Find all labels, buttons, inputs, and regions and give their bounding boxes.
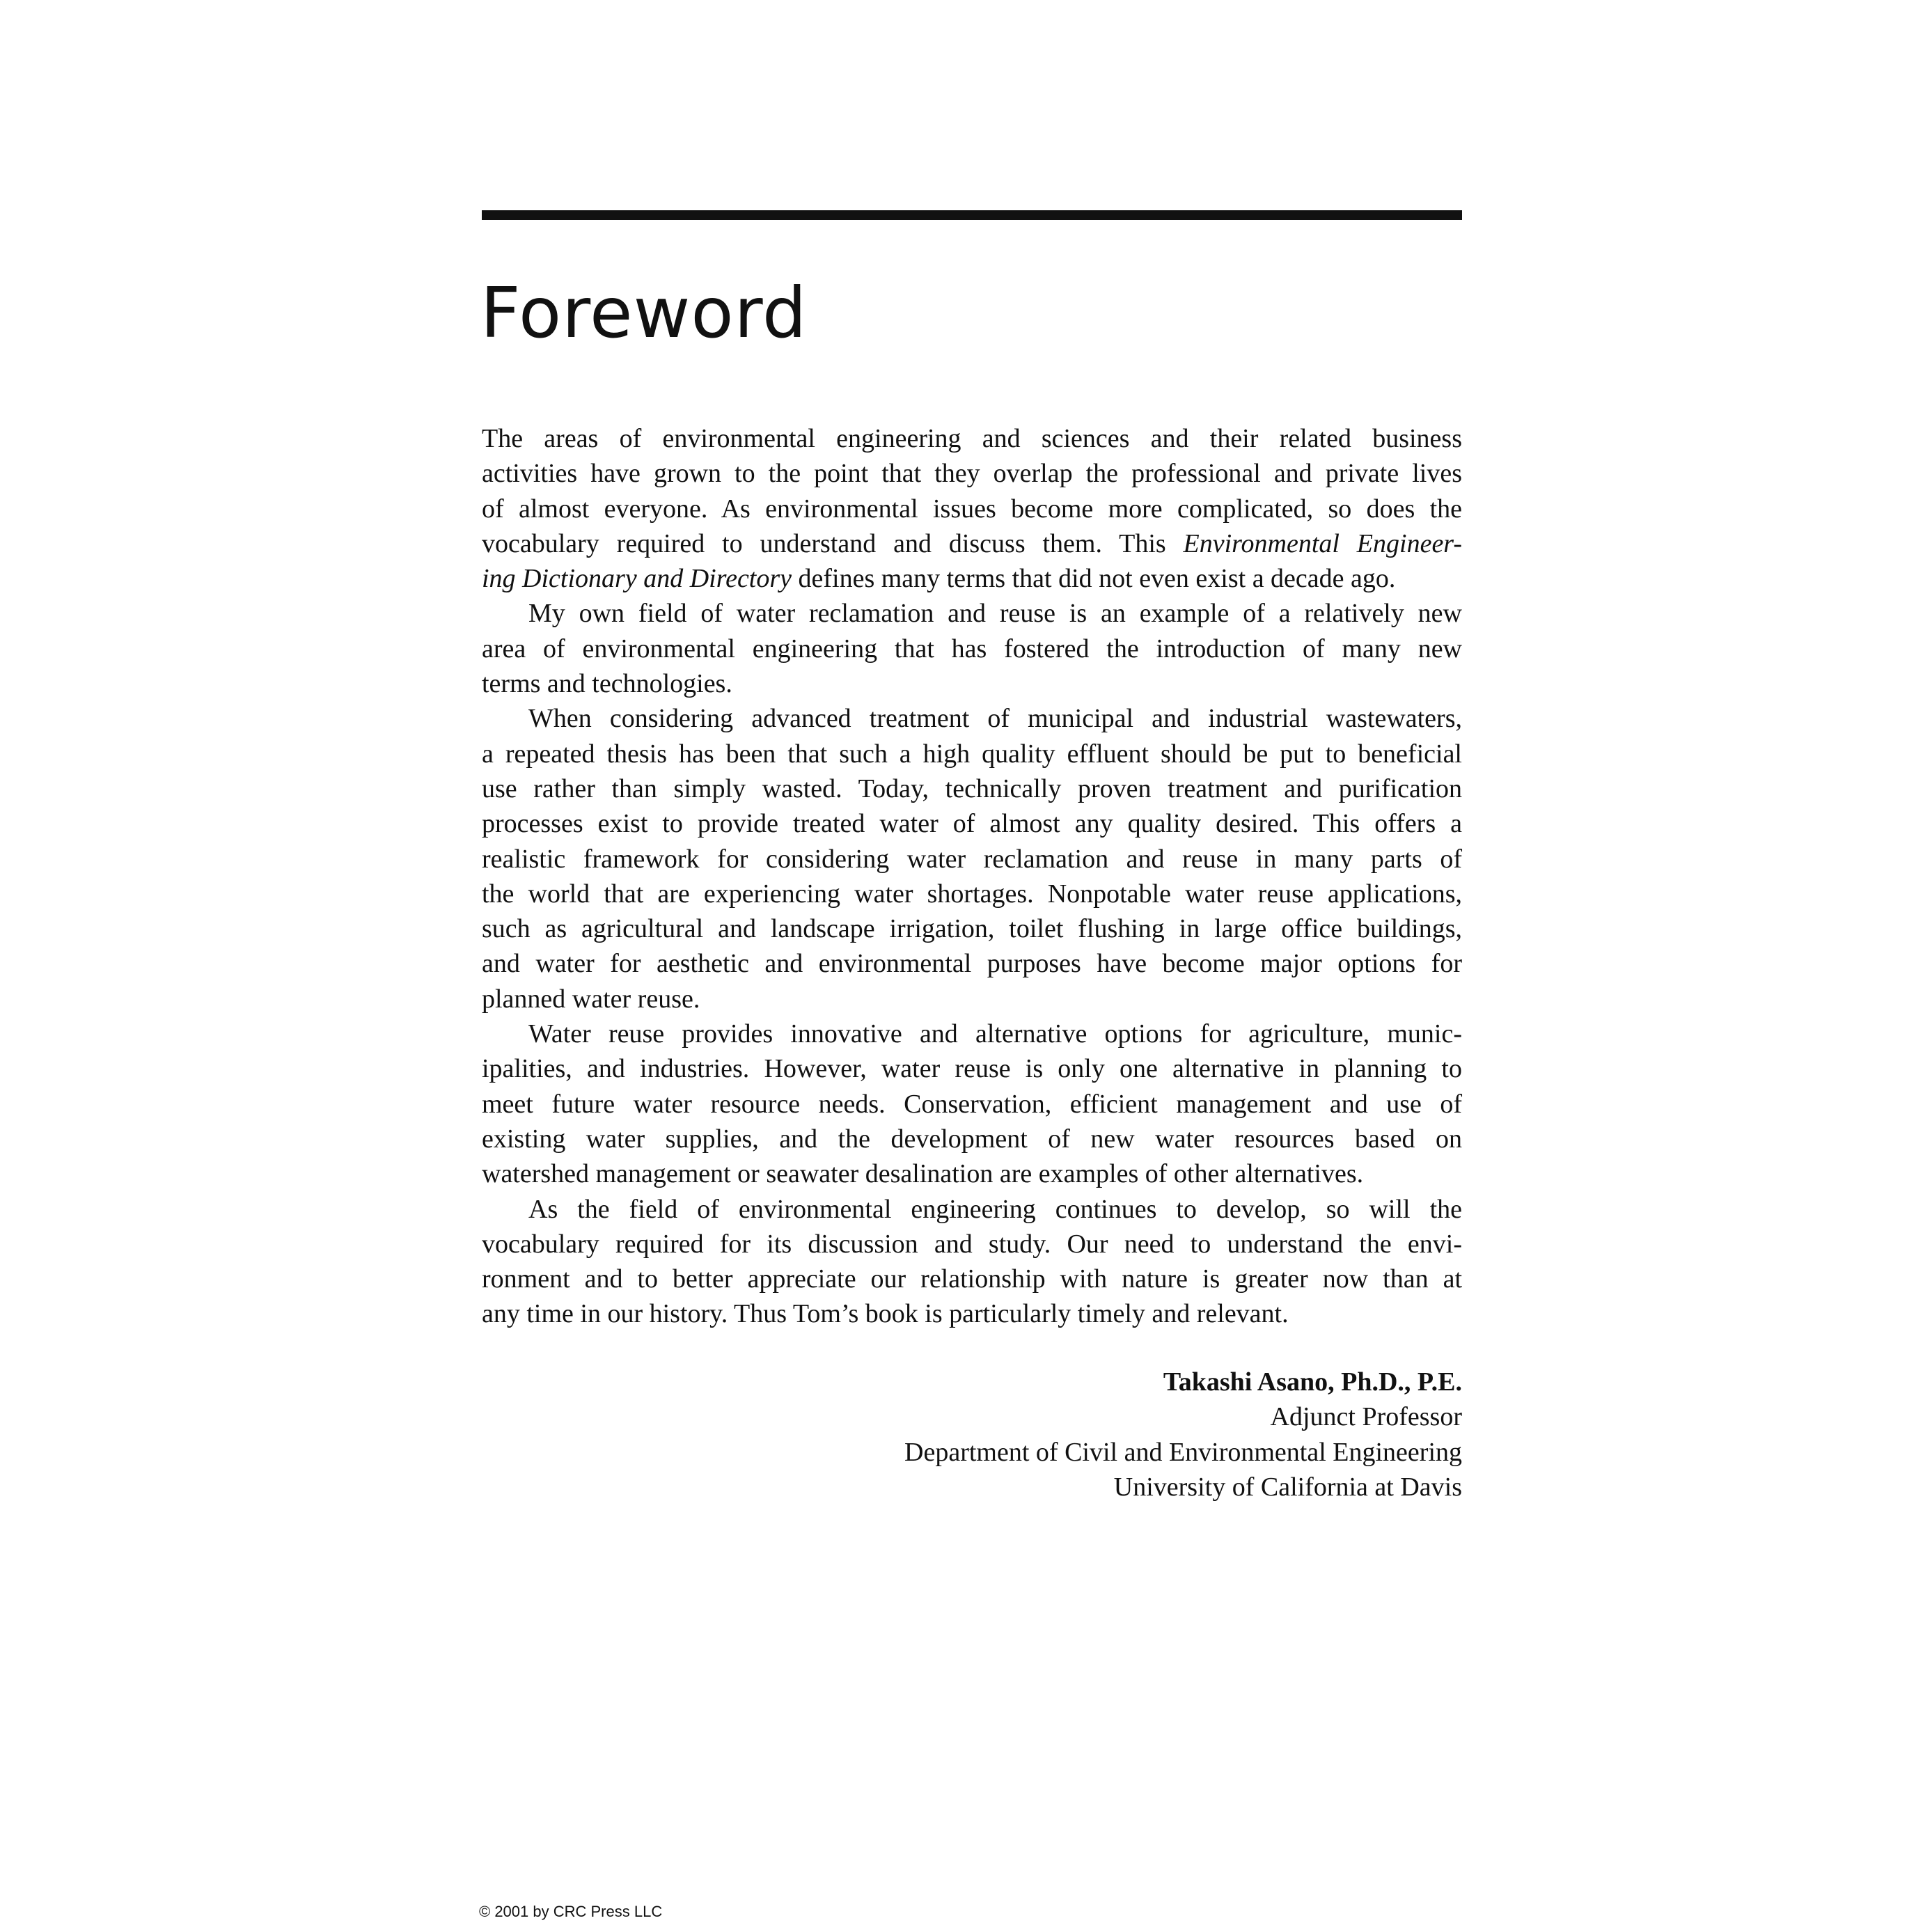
- text-line: As the field of environmental engineering continues to develop, so will the: [528, 1194, 1462, 1224]
- text-line: any time in our history. Thus Tom’s book is particularly timely and relevant.: [482, 1299, 1289, 1329]
- text-line: of almost everyone. As environmental issues become more complicated, so does the: [482, 494, 1462, 524]
- author-position: Adjunct Professor: [1270, 1402, 1462, 1432]
- text-line: and water for aesthetic and environmental purposes have become major options for: [482, 949, 1462, 979]
- author-department: Department of Civil and Environmental Engineering: [904, 1437, 1462, 1467]
- text-line: existing water supplies, and the development of new water resources based on: [482, 1124, 1462, 1154]
- paragraph-4: [482, 1016, 1462, 1191]
- text-line-mixed: [482, 561, 1462, 596]
- text-line: ronment and to better appreciate our relationship with nature is greater now than at: [482, 1264, 1462, 1294]
- text-line: area of environmental engineering that has fostered the introduction of many new: [482, 634, 1462, 663]
- text-line: Water reuse provides innovative and alternative options for agriculture, munic-: [528, 1019, 1462, 1049]
- page-title: Foreword: [480, 272, 808, 354]
- author-institution: University of California at Davis: [1113, 1472, 1462, 1502]
- text-line: watershed management or seawater desalination are examples of other alternatives.: [482, 1159, 1364, 1189]
- text-line: vocabulary required for its discussion and study. Our need to understand the envi-: [482, 1229, 1462, 1259]
- author-name: Takashi Asano, Ph.D., P.E.: [1163, 1367, 1462, 1397]
- text-line: processes exist to provide treated water of almost any quality desired. This offers a: [482, 809, 1462, 839]
- text-line: When considering advanced treatment of municipal and industrial wastewaters,: [528, 704, 1462, 734]
- text-line: ipalities, and industries. However, water reuse is only one alternative in planning to: [482, 1054, 1462, 1084]
- text-line: realistic framework for considering water reclamation and reuse in many parts of: [482, 844, 1462, 874]
- text-line: My own field of water reclamation and reuse is an example of a relatively new: [528, 599, 1462, 629]
- copyright-notice: © 2001 by CRC Press LLC: [479, 1903, 663, 1920]
- text-run: vocabulary required to understand and discuss them. This: [482, 528, 1184, 558]
- book-title-italic: ing Dictionary and Directory: [482, 564, 792, 594]
- text-line: planned water reuse.: [482, 984, 700, 1014]
- text-line: a repeated thesis has been that such a high quality effluent should be put to beneficial: [482, 739, 1462, 769]
- text-line: such as agricultural and landscape irrigation, toilet flushing in large office buildings,: [482, 914, 1462, 944]
- text-line: meet future water resource needs. Conservation, efficient management and use of: [482, 1089, 1462, 1119]
- text-line: the world that are experiencing water shortages. Nonpotable water reuse applications,: [482, 879, 1462, 909]
- paragraph-2: [482, 596, 1462, 701]
- signature-block: [904, 1365, 1462, 1505]
- text-line: use rather than simply wasted. Today, technically proven treatment and purification: [482, 773, 1462, 803]
- text-run: defines many terms that did not even exist a decade ago.: [792, 564, 1396, 594]
- paragraph-1: [482, 421, 1462, 596]
- text-line: terms and technologies.: [482, 669, 732, 699]
- paragraph-3: [482, 701, 1462, 1016]
- text-line-mixed: [482, 526, 1462, 561]
- book-title-italic: Environmental Engineer-: [1183, 528, 1462, 558]
- title-rule: [482, 210, 1462, 220]
- text-line: The areas of environmental engineering and sciences and their related business: [482, 424, 1462, 453]
- text-line: activities have grown to the point that they overlap the professional and private lives: [482, 459, 1462, 489]
- foreword-body: [482, 421, 1462, 1332]
- paragraph-5: [482, 1192, 1462, 1332]
